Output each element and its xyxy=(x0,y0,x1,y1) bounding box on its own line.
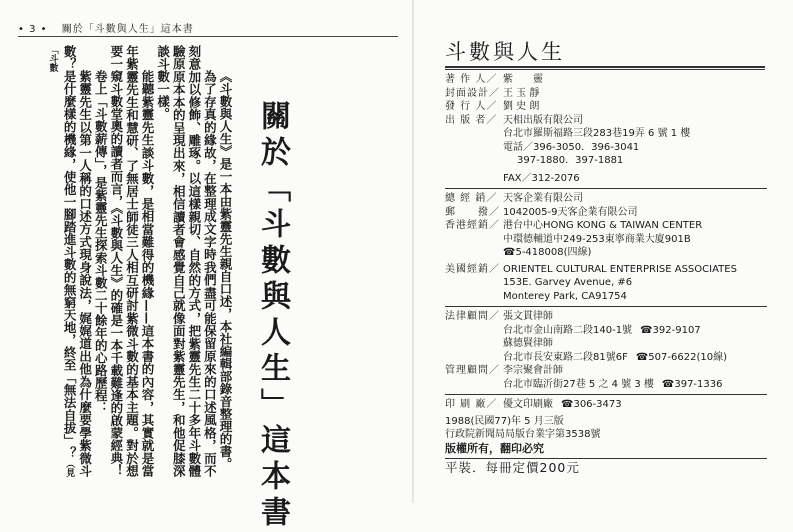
paragraph: 為了存真的緣故，在整理成文字時我們盡可能保留原來的口述風格，而不刻意加以修飾、雕琢。以這樣親切、自然的方式，把紫靈先生二十多年斗數體驗原原本本的呈現出來，相信讀者會感覺自己就像面對紫靈先生，和他促膝深談斗數一樣。 xyxy=(155,45,218,477)
credit-value: 劉 史 朗 xyxy=(503,101,540,112)
accounting-phone: ☎397-1336 xyxy=(661,378,723,390)
credit-row xyxy=(445,87,785,101)
publisher-label: 出 版 者／ xyxy=(445,114,498,126)
hk-name: 港台中心HONG KONG & TAIWAN CENTER xyxy=(503,220,703,231)
credit-row xyxy=(445,73,785,87)
colophon xyxy=(445,73,785,462)
legal-lawyer-2: 蘇德賢律師 xyxy=(503,338,553,349)
legal-line-1 xyxy=(445,324,785,338)
paragraph: 《斗數與人生》是一本由紫靈先生親自口述，本社編輯部錄音整理的書。 xyxy=(218,70,233,470)
legal-row xyxy=(445,310,785,324)
accounting-line xyxy=(445,378,785,392)
legal-phone-1: ☎392-9107 xyxy=(640,324,701,336)
legal-label: 法律顧問／ xyxy=(445,311,500,322)
paragraph: 能聽紫靈先生談斗數，是相當難得的機緣——這本書的內容，其實就是當年紫靈先生和慧研、了無居士師徒三人相互研討紫微斗數的基本主題。對於想要一窺斗數堂奧的讀者而言，《斗數與人生》的確是一本千載難逢的啟蒙經典！ xyxy=(108,45,156,477)
copyright: 版權所有，翻印必究 xyxy=(445,441,544,455)
credit-label: 著 作 人／ xyxy=(445,74,498,85)
hk-label: 香港經銷／ xyxy=(445,220,500,231)
book-title: 斗數與人生 xyxy=(445,40,565,64)
hk-row xyxy=(445,219,785,233)
hk-address: 中環德輔道中249-253東寧商業大廈901B xyxy=(503,233,691,245)
paragraph xyxy=(44,45,93,477)
publisher-phone-2: 397-1880．397-1881 xyxy=(517,155,624,166)
legal-line-2 xyxy=(445,351,785,365)
usa-label: 美國經銷／ xyxy=(445,263,500,275)
title-rule xyxy=(445,66,765,68)
accounting-name: 李宗聚會計師 xyxy=(503,365,563,376)
distributor-value: 天客企業有限公司 xyxy=(503,193,583,204)
printer-label: 印 刷 廠／ xyxy=(445,399,498,410)
divider xyxy=(445,394,767,395)
accounting-address: 台北市臨沂街27巷 5 之 4 號 3 樓 xyxy=(503,378,654,390)
credit-value: 紫 靈 xyxy=(503,74,543,85)
legal-address-2: 台北市長安東路二段81號6F xyxy=(503,351,628,363)
distributor-row xyxy=(445,192,785,206)
running-header xyxy=(18,20,194,35)
legal-address-1: 台北市金山南路二段140-1號 xyxy=(503,324,633,336)
chapter-title: 關於「斗數與人生」這本書 xyxy=(255,100,290,532)
printer-row xyxy=(445,398,785,412)
usa-address-2: Monterey Park, CA91754 xyxy=(503,290,627,302)
publisher-fax: FAX／312-2076 xyxy=(503,172,580,184)
hk-phone: ☎5-418008(四線) xyxy=(503,247,592,258)
postal-row xyxy=(445,206,785,220)
legal-firm: 張文貫律師 xyxy=(503,311,553,322)
paragraph-text: 紫靈先生以第一人稱的口述方式現身說法，娓娓道出他為什麼要學紫微斗數？是什麼樣的機緣，使他一腳踏進斗數的無窮天地，終至「無法自拔」？ xyxy=(62,45,93,477)
paragraph: 卷上「斗數薪傳」，是紫靈先生探索斗數二十餘年的心路歷程： xyxy=(93,70,109,414)
accounting-row xyxy=(445,364,785,378)
publisher-row xyxy=(445,114,785,128)
book-gutter xyxy=(412,0,414,503)
publisher-name: 天相出版有限公司 xyxy=(503,114,583,126)
license: 行政院新聞局局版台業字第3538號 xyxy=(445,429,601,440)
publisher-phone: 電話／396-3050．396-3041 xyxy=(503,141,640,153)
credit-value: 王 玉 靜 xyxy=(503,87,540,99)
publisher-address: 台北市羅斯福路三段283巷19弄 6 號 1 樓 xyxy=(503,128,691,139)
printer-name: 優文印刷廠 xyxy=(503,399,553,410)
legal-phone-2: ☎507-6622(10線) xyxy=(635,351,727,363)
header-rule xyxy=(18,36,398,37)
distributor-label: 總 經 銷／ xyxy=(445,193,498,204)
usa-address-1: 153E. Garvey Avenue, #6 xyxy=(503,277,633,288)
divider xyxy=(445,188,767,189)
divider xyxy=(445,306,767,307)
page-number: • 3 • xyxy=(18,24,48,35)
postal-value: 1042005-9天客企業有限公司 xyxy=(503,206,638,218)
accounting-label: 管理顧問／ xyxy=(445,365,500,376)
credit-row xyxy=(445,100,785,114)
running-head-title: 關於「斗數與人生」這本書 xyxy=(61,24,194,35)
postal-label: 郵 撥／ xyxy=(445,206,500,218)
price: 平裝．每冊定價200元 xyxy=(445,460,580,475)
usa-row xyxy=(445,263,785,277)
body-text xyxy=(28,45,233,477)
credit-label: 發 行 人／ xyxy=(445,101,498,112)
title-rule-thin xyxy=(445,69,765,70)
printer-phone: ☎306-3473 xyxy=(561,399,622,410)
credit-label: 封面設計／ xyxy=(445,87,500,99)
usa-name: ORIENTEL CULTURAL ENTERPRISE ASSOCIATES xyxy=(503,263,737,275)
paragraph-note: （見「斗數 xyxy=(47,45,75,477)
edition: 1988(民國77)年 5 月三版 xyxy=(445,415,564,427)
